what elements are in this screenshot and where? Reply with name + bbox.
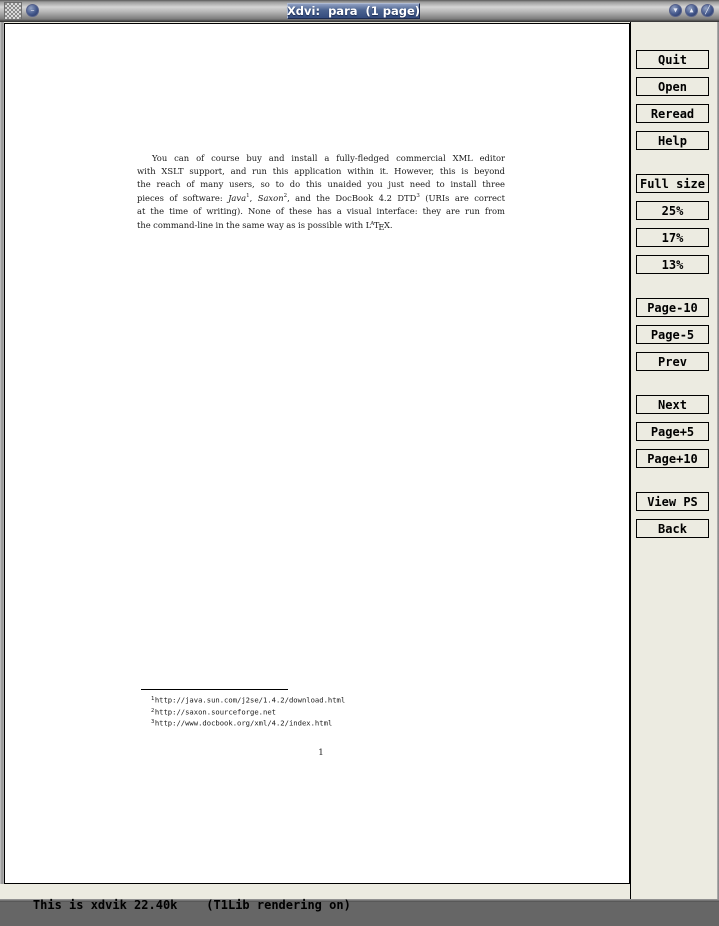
close-icon: ╱ bbox=[705, 5, 710, 14]
window-rolldown-button[interactable] bbox=[669, 4, 682, 17]
xdvi-app-icon bbox=[4, 2, 22, 20]
sidebar-button-reread[interactable]: Reread bbox=[636, 104, 709, 123]
paragraph-line: the command-line in the same way as is possible with $L^ATEX$. bbox=[137, 219, 393, 232]
document-paragraph bbox=[137, 152, 505, 234]
window-menu-icon: – bbox=[30, 5, 35, 14]
sidebar-button-group bbox=[631, 298, 717, 371]
window-menu-button[interactable] bbox=[26, 4, 39, 17]
sidebar-button-quit[interactable]: Quit bbox=[636, 50, 709, 69]
page-number: 1 bbox=[318, 748, 324, 758]
sidebar-button-full-size[interactable]: Full size bbox=[636, 174, 709, 193]
sidebar-button-next[interactable]: Next bbox=[636, 395, 709, 414]
sidebar-button-pageplus10[interactable]: Page+10 bbox=[636, 449, 709, 468]
sidebar-button-view-ps[interactable]: View PS bbox=[636, 492, 709, 511]
statusbar bbox=[0, 884, 630, 912]
sidebar-button-help[interactable]: Help bbox=[636, 131, 709, 150]
window-rollup-button[interactable] bbox=[685, 4, 698, 17]
sidebar-button-group bbox=[631, 492, 717, 538]
sidebar-button-prev[interactable]: Prev bbox=[636, 352, 709, 371]
footnote: $^3$http://www.docbook.org/xml/4.2/index.html bbox=[151, 718, 333, 728]
status-text: This is xdvik 22.40k (T1Lib rendering on) bbox=[32, 898, 351, 912]
dvi-page-canvas[interactable] bbox=[4, 23, 630, 884]
sidebar-button-13pct[interactable]: 13% bbox=[636, 255, 709, 274]
paragraph-line: the reach of many users, so to do this unaided you just need to install three bbox=[137, 178, 505, 189]
paragraph-line: pieces of software: Java$^1$, Saxon$^2$, and the DocBook 4.2 DTD$^3$ (URIs are correct bbox=[137, 193, 505, 204]
window-close-button[interactable] bbox=[701, 4, 714, 17]
sidebar-button-back[interactable]: Back bbox=[636, 519, 709, 538]
paragraph-line: with XSLT support, and run this application within it. However, this is beyond bbox=[137, 165, 505, 176]
paragraph-line: You can of course buy and install a fully-fledged commercial XML editor bbox=[152, 153, 505, 163]
chevron-up-icon: ▴ bbox=[689, 5, 694, 14]
footnote: $^1$http://java.sun.com/j2se/1.4.2/download.html bbox=[151, 695, 346, 705]
titlebar[interactable] bbox=[0, 0, 719, 22]
sidebar-button-page-10[interactable]: Page-10 bbox=[636, 298, 709, 317]
sidebar-button-pageplus5[interactable]: Page+5 bbox=[636, 422, 709, 441]
sidebar-button-17pct[interactable]: 17% bbox=[636, 228, 709, 247]
sidebar-button-group bbox=[631, 174, 717, 274]
paragraph-line: at the time of writing). None of these has a visual interface: they are run from bbox=[137, 205, 505, 216]
sidebar-button-page-5[interactable]: Page-5 bbox=[636, 325, 709, 344]
sidebar bbox=[630, 22, 717, 899]
window-title-plate bbox=[287, 3, 420, 19]
window-title: Xdvi: para (1 page) bbox=[286, 4, 421, 18]
footnotes bbox=[151, 694, 345, 729]
footnote: $^2$http://saxon.sourceforge.net bbox=[151, 707, 276, 716]
sidebar-button-25pct[interactable]: 25% bbox=[636, 201, 709, 220]
sidebar-button-group bbox=[631, 395, 717, 468]
sidebar-button-open[interactable]: Open bbox=[636, 77, 709, 96]
sidebar-button-group bbox=[631, 50, 717, 150]
chevron-down-icon: ▾ bbox=[673, 5, 678, 14]
footnote-rule bbox=[141, 689, 288, 690]
